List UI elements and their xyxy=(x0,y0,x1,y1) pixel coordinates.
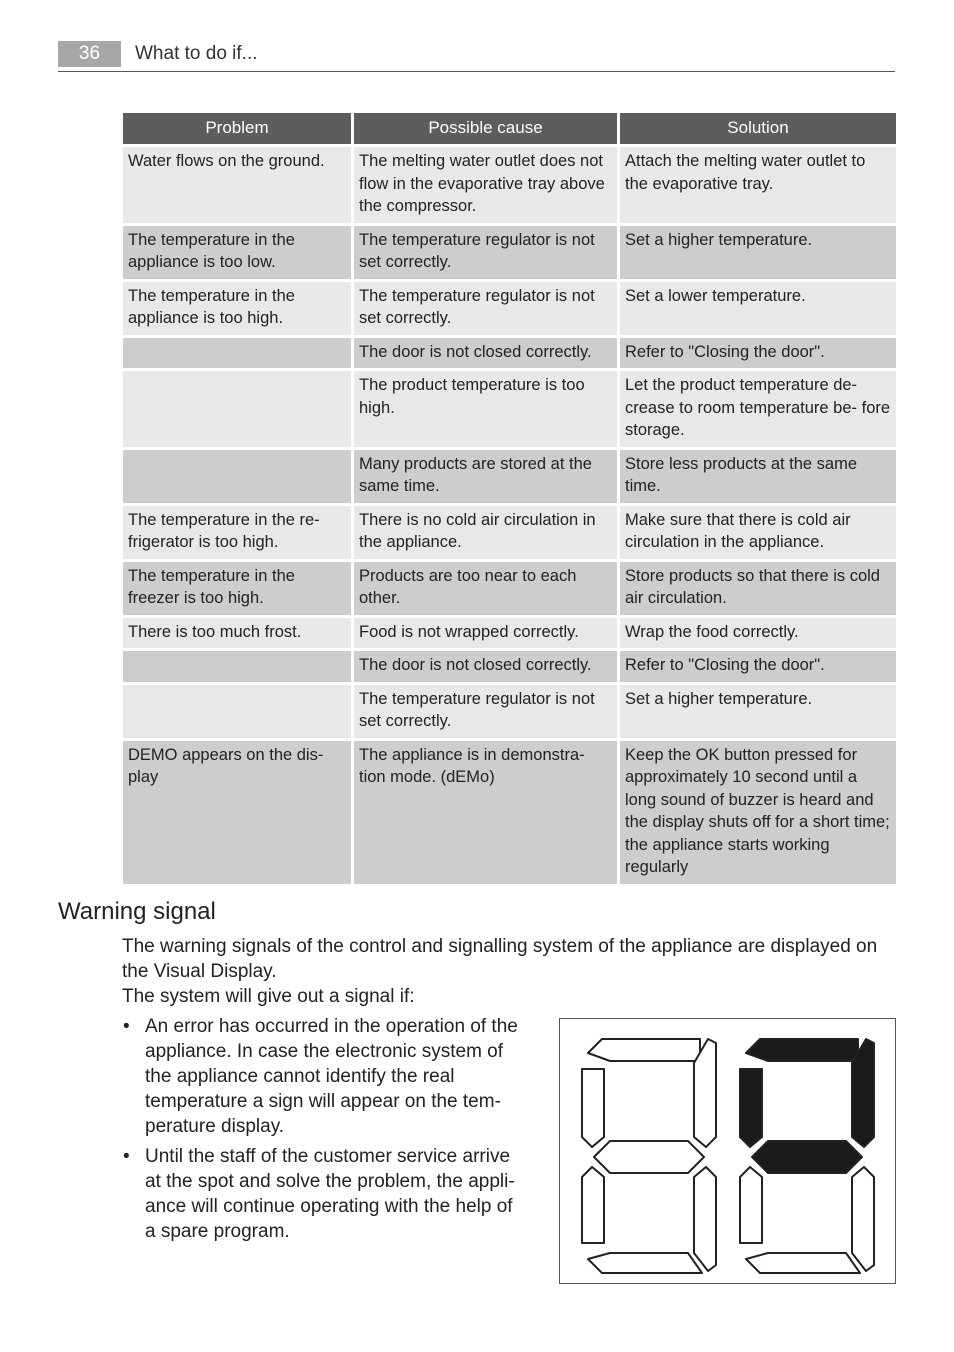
bullet-text: Until the staff of the customer service arrive at the spot and solve the problem, the appli- ance will continue operating with the help of a spare program. xyxy=(145,1146,515,1242)
warning-bullet-list xyxy=(122,1014,527,1249)
left-digit-segment-middle xyxy=(594,1141,704,1173)
right-digit-segment-upper-left xyxy=(740,1069,762,1147)
cell-problem: The temperature in the freezer is too high. xyxy=(123,562,351,615)
left-digit-segment-top xyxy=(588,1039,700,1061)
cell-problem: There is too much frost. xyxy=(123,618,351,649)
table-row xyxy=(123,450,896,503)
table-header-row xyxy=(123,113,896,144)
table-row xyxy=(123,226,896,279)
troubleshooting-table xyxy=(120,110,899,887)
cell-cause: The product temperature is too high. xyxy=(354,371,617,447)
table-row xyxy=(123,506,896,559)
page-number: 36 xyxy=(58,41,121,67)
section-title: What to do if... xyxy=(135,43,258,64)
table-row xyxy=(123,685,896,738)
table-row xyxy=(123,618,896,649)
right-digit-segment-middle xyxy=(752,1141,862,1173)
cell-cause: Food is not wrapped correctly. xyxy=(354,618,617,649)
cell-cause: The temperature regulator is not set correctly. xyxy=(354,226,617,279)
cell-problem: DEMO appears on the dis- play xyxy=(123,741,351,884)
left-digit-segment-upper-left xyxy=(582,1069,604,1147)
cell-problem xyxy=(123,685,351,738)
table-row xyxy=(123,338,896,369)
right-digit-segment-lower-right xyxy=(852,1167,874,1271)
cell-solution: Wrap the food correctly. xyxy=(620,618,896,649)
warning-intro-text: The warning signals of the control and signalling system of the appliance are displayed on the Visual Display. xyxy=(122,936,878,982)
cell-problem: The temperature in the re- frigerator is too high. xyxy=(123,506,351,559)
cell-problem: Water flows on the ground. xyxy=(123,147,351,223)
cell-solution: Set a higher temperature. xyxy=(620,226,896,279)
cell-cause: The temperature regulator is not set correctly. xyxy=(354,282,617,335)
column-header-problem: Problem xyxy=(123,113,351,144)
cell-solution: Let the product temperature de- crease to room temperature be- fore storage. xyxy=(620,371,896,447)
cell-cause: The door is not closed correctly. xyxy=(354,338,617,369)
cell-solution: Set a higher temperature. xyxy=(620,685,896,738)
cell-solution: Store less products at the same time. xyxy=(620,450,896,503)
cell-problem: The temperature in the appliance is too low. xyxy=(123,226,351,279)
cell-problem xyxy=(123,450,351,503)
bullet-icon: • xyxy=(123,1016,130,1037)
left-digit-segment-lower-right xyxy=(694,1167,716,1271)
cell-solution: Make sure that there is cold air circulation in the appliance. xyxy=(620,506,896,559)
right-digit-segment-lower-left xyxy=(740,1167,762,1243)
cell-solution: Attach the melting water outlet to the evaporative tray. xyxy=(620,147,896,223)
cell-solution: Keep the OK button pressed for approximately 10 second until a long sound of buzzer is heard and the display shuts off for a short time; the appliance starts working regularly xyxy=(620,741,896,884)
cell-problem xyxy=(123,371,351,447)
cell-problem: The temperature in the appliance is too high. xyxy=(123,282,351,335)
cell-cause: Products are too near to each other. xyxy=(354,562,617,615)
cell-solution: Set a lower temperature. xyxy=(620,282,896,335)
left-digit-segment-bottom xyxy=(588,1253,702,1273)
left-digit-segment-lower-left xyxy=(582,1167,604,1243)
cell-cause: Many products are stored at the same time. xyxy=(354,450,617,503)
right-digit-segment-top xyxy=(746,1039,858,1061)
cell-solution: Refer to "Closing the door". xyxy=(620,338,896,369)
table-row xyxy=(123,741,896,884)
cell-problem xyxy=(123,338,351,369)
list-item xyxy=(122,1014,527,1139)
table-row xyxy=(123,562,896,615)
table-row xyxy=(123,371,896,447)
column-header-cause: Possible cause xyxy=(354,113,617,144)
cell-cause: The appliance is in demonstra- tion mode. (dEMo) xyxy=(354,741,617,884)
list-item xyxy=(122,1144,527,1244)
cell-cause: The melting water outlet does not flow in the evaporative tray above the compressor. xyxy=(354,147,617,223)
cell-problem xyxy=(123,651,351,682)
display-illustration xyxy=(559,1018,896,1284)
column-header-solution: Solution xyxy=(620,113,896,144)
cell-cause: The door is not closed correctly. xyxy=(354,651,617,682)
cell-cause: The temperature regulator is not set correctly. xyxy=(354,685,617,738)
bullet-icon: • xyxy=(123,1146,130,1167)
bullet-text: An error has occurred in the operation of the appliance. In case the electronic system of the appliance cannot identify the real temperature a sign will appear on the tem- perature display. xyxy=(145,1016,518,1137)
cell-solution: Store products so that there is cold air circulation. xyxy=(620,562,896,615)
right-digit-segment-bottom xyxy=(746,1253,860,1273)
seven-segment-display-icon xyxy=(560,1019,895,1283)
warning-signal-heading: Warning signal xyxy=(58,898,216,925)
warning-lead-text: The system will give out a signal if: xyxy=(122,986,415,1007)
cell-solution: Refer to "Closing the door". xyxy=(620,651,896,682)
table-row xyxy=(123,282,896,335)
table-row xyxy=(123,147,896,223)
page-header xyxy=(58,38,895,72)
table-row xyxy=(123,651,896,682)
cell-cause: There is no cold air circulation in the appliance. xyxy=(354,506,617,559)
